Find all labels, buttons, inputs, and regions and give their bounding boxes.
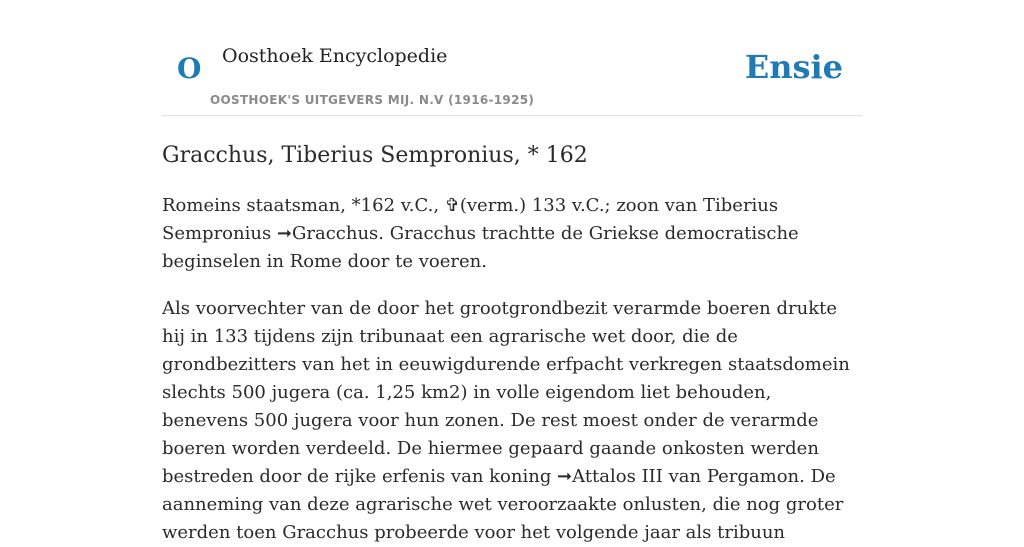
publisher-label: OOSTHOEK'S UITGEVERS MIJ. N.V (1916-1925) xyxy=(210,93,535,107)
entry-body xyxy=(162,192,862,547)
source-title-link[interactable]: Oosthoek Encyclopedie xyxy=(222,45,448,67)
page xyxy=(162,0,862,547)
source-logo-icon[interactable]: O xyxy=(177,52,202,85)
entry-paragraph-2: Als voorvechter van de door het grootgrondbezit verarmde boeren drukte hij in 133 tijdens zijn tribunaat een agrarische wet door, die de grondbezitters van het in eeuwigdurende erfpacht verkregen staatsdomein slechts 500 jugera (ca. 1,25 km2) in volle eigendom liet behouden, benevens 500 jugera voor hun zonen. De rest moest onder de verarmde boeren worden verdeeld. De hiermee gepaard gaande onkosten werden bestreden door de rijke erfenis van koning ➞Attalos III van Pergamon. De aanneming van deze agrarische wet veroorzaakte onlusten, die nog groter werden toen Gracchus probeerde voor het volgende jaar als tribuun xyxy=(162,298,850,543)
ensie-logo-link[interactable]: Ensie xyxy=(744,48,843,86)
entry-title: Gracchus, Tiberius Sempronius, * 162 xyxy=(162,143,588,168)
entry-paragraph-1: Romeins staatsman, *162 v.C., ✞(verm.) 133 v.C.; zoon van Tiberius Sempronius ➞Gracchus. Gracchus trachtte de Griekse democratische beginselen in Rome door te voeren. xyxy=(162,195,799,272)
site-header xyxy=(162,0,862,116)
